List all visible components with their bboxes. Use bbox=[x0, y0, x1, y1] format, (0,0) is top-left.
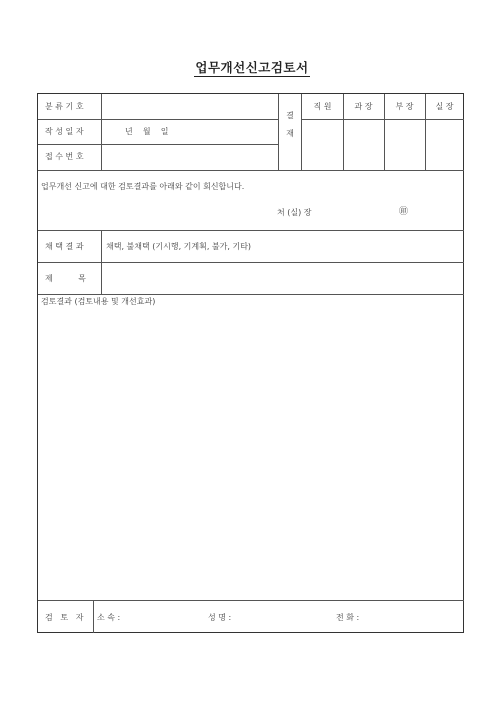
written-date-label: 작 성 일 자 bbox=[45, 127, 84, 136]
receipt-no-label: 접 수 번 호 bbox=[45, 152, 84, 161]
divider bbox=[301, 119, 464, 120]
reviewer-phone: 전 화 : bbox=[336, 613, 360, 622]
seal-mark: ㊞ bbox=[399, 207, 409, 217]
divider bbox=[38, 600, 464, 601]
review-form bbox=[37, 93, 464, 633]
divider bbox=[38, 262, 464, 263]
divider bbox=[93, 600, 94, 633]
reply-message: 업무개선 신고에 대한 검토결과를 아래와 같이 회신합니다. bbox=[41, 182, 245, 191]
review-label: 검토결과 (검토내용 및 개선효과) bbox=[41, 297, 156, 306]
adoption-options: 채택, 불채택 (기시행, 기계획, 불가, 기타) bbox=[106, 242, 252, 251]
role-staff: 직 원 bbox=[313, 102, 332, 111]
divider bbox=[38, 119, 278, 120]
divider bbox=[38, 144, 278, 145]
adoption-label: 채 택 결 과 bbox=[45, 242, 84, 251]
divider bbox=[38, 170, 464, 171]
role-section-chief: 과 장 bbox=[354, 102, 373, 111]
approval-label: 결 재 bbox=[286, 111, 294, 138]
divider bbox=[101, 94, 102, 170]
classification-no-label: 분 류 기 호 bbox=[45, 102, 84, 111]
reply-signer: 처 (실) 장 bbox=[277, 208, 312, 217]
reviewer-name: 성 명 : bbox=[208, 613, 232, 622]
reviewer-label: 검 토 자 bbox=[45, 613, 84, 622]
subject-label: 제 목 bbox=[45, 274, 86, 283]
divider bbox=[38, 294, 464, 295]
role-department-head: 부 장 bbox=[395, 102, 414, 111]
role-office-head: 실 장 bbox=[435, 102, 454, 111]
document-title: 업무개선신고검토서 bbox=[195, 60, 309, 75]
reviewer-affiliation: 소 속 : bbox=[97, 613, 121, 622]
date-placeholder: 년 월 일 bbox=[125, 127, 169, 136]
